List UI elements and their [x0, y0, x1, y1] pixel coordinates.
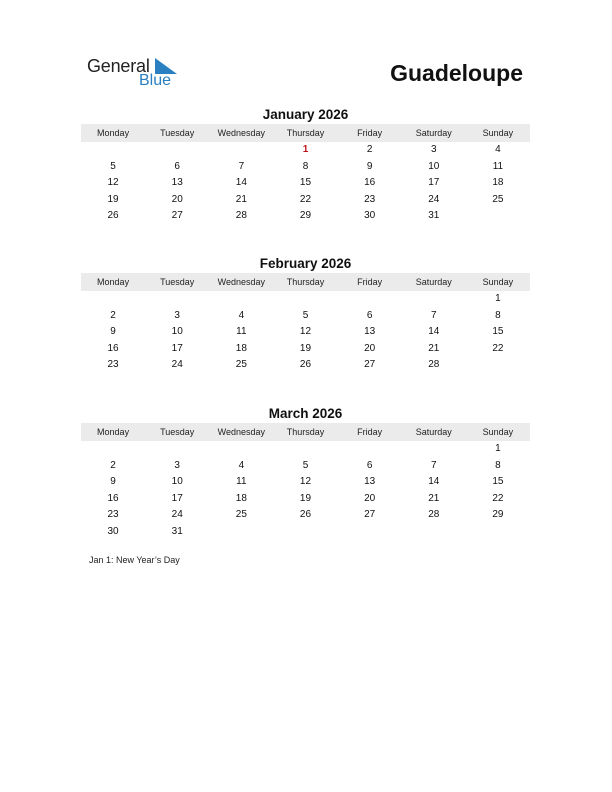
month-title: February 2026: [259, 256, 352, 271]
empty-day-cell: [209, 524, 273, 541]
day-cell: 8: [495, 459, 501, 471]
month-calendar-february: [81, 255, 530, 374]
day-cell: 21: [428, 342, 440, 354]
brand-logo: [87, 56, 187, 92]
day-cell: 1: [495, 293, 501, 304]
day-cell: 1: [495, 443, 501, 454]
day-cell: 9: [366, 160, 373, 172]
day-cell: 6: [366, 459, 373, 471]
day-cell: 29: [299, 210, 312, 221]
day-cell: 22: [492, 492, 504, 504]
weekday-label: Saturday: [415, 427, 452, 437]
weekday-label: Sunday: [482, 277, 514, 287]
day-cell: 15: [299, 177, 312, 188]
day-cell: 24: [171, 359, 183, 370]
day-cell: 20: [364, 342, 376, 354]
weekday-label: Wednesday: [217, 427, 266, 437]
week-row: [81, 192, 530, 209]
day-cell: 7: [430, 459, 437, 471]
day-cell: 18: [492, 177, 504, 188]
empty-day-cell: [338, 441, 402, 458]
day-cell: 16: [107, 342, 119, 354]
week-row: [81, 458, 530, 475]
empty-day-cell: [466, 357, 530, 374]
day-cell: 12: [299, 476, 312, 487]
day-cell: 14: [235, 177, 247, 188]
day-cell: 25: [235, 509, 247, 520]
day-cell: 21: [235, 193, 247, 205]
month-title: January 2026: [262, 107, 349, 122]
weekday-label: Wednesday: [217, 128, 266, 138]
day-cell: 27: [364, 509, 376, 520]
weekday-header-row: [81, 423, 530, 441]
day-cell: 27: [171, 210, 183, 221]
day-cell: 29: [492, 509, 504, 520]
weekday-label: Friday: [357, 277, 383, 287]
day-cell: 10: [428, 160, 440, 172]
empty-day-cell: [209, 441, 273, 458]
day-cell: 26: [299, 509, 312, 520]
day-cell: 6: [366, 309, 373, 321]
empty-day-cell: [402, 524, 466, 541]
day-cell: 26: [299, 359, 312, 370]
week-row: [81, 324, 530, 341]
weekday-header-row: [81, 273, 530, 291]
weekday-label: Sunday: [482, 128, 514, 138]
day-cell: 14: [428, 476, 440, 487]
day-cell: 22: [299, 193, 312, 205]
empty-day-cell: [273, 441, 337, 458]
day-cell: 4: [238, 309, 245, 321]
empty-day-cell: [209, 291, 273, 308]
day-cell: 12: [299, 326, 312, 337]
empty-day-cell: [273, 291, 337, 308]
day-cell: 3: [174, 309, 180, 321]
day-cell: 11: [236, 476, 247, 487]
day-cell: 24: [428, 193, 440, 205]
empty-day-cell: [145, 291, 209, 308]
logo-text-general: General: [87, 56, 150, 76]
month-calendar-january: [81, 106, 530, 225]
weekday-label: Thursday: [286, 427, 325, 437]
day-cell: 17: [171, 492, 183, 504]
empty-day-cell: [402, 291, 466, 308]
day-cell: 18: [235, 492, 247, 504]
month-calendar-march: [81, 405, 530, 540]
weekday-label: Friday: [357, 427, 383, 437]
day-cell: 15: [492, 326, 504, 337]
day-cell: 2: [110, 459, 116, 471]
day-cell: 11: [492, 160, 504, 172]
day-cell: 28: [428, 359, 440, 370]
weekday-label: Tuesday: [160, 128, 195, 138]
day-cell: 17: [171, 342, 183, 354]
week-row: [81, 142, 530, 159]
day-cell: 23: [107, 509, 119, 520]
day-cell: 4: [495, 144, 501, 155]
day-cell: 10: [171, 326, 183, 337]
empty-day-cell: [338, 524, 402, 541]
day-cell: 17: [428, 177, 440, 188]
empty-day-cell: [81, 142, 145, 159]
day-cell: 18: [235, 342, 247, 354]
weekday-label: Sunday: [482, 427, 514, 437]
empty-day-cell: [145, 441, 209, 458]
day-cell: 11: [236, 326, 247, 337]
day-cell: 23: [107, 359, 119, 370]
month-title: March 2026: [268, 406, 343, 421]
empty-day-cell: [338, 291, 402, 308]
week-row: [81, 491, 530, 508]
day-cell: 19: [299, 492, 312, 504]
day-cell: 14: [428, 326, 440, 337]
day-cell: 22: [492, 342, 504, 354]
weekday-label: Tuesday: [160, 427, 195, 437]
day-cell: 31: [428, 210, 440, 221]
week-row: [81, 507, 530, 524]
weekday-label: Wednesday: [217, 277, 266, 287]
weekday-label: Saturday: [415, 277, 452, 287]
empty-day-cell: [466, 208, 530, 225]
week-row: [81, 357, 530, 374]
day-cell: 4: [238, 459, 245, 471]
day-cell: 5: [302, 309, 309, 321]
weekday-label: Monday: [97, 277, 130, 287]
day-cell: 12: [107, 177, 119, 188]
empty-day-cell: [209, 142, 273, 159]
day-cell: 23: [364, 193, 376, 205]
empty-day-cell: [145, 142, 209, 159]
day-cell: 26: [107, 210, 119, 221]
day-cell: 27: [364, 359, 376, 370]
day-cell: 7: [430, 309, 437, 321]
day-cell: 9: [110, 476, 116, 487]
holiday-day-cell: 1: [302, 144, 309, 155]
day-cell: 28: [235, 210, 247, 221]
empty-day-cell: [81, 291, 145, 308]
logo-text-blue: Blue: [139, 72, 172, 89]
day-cell: 28: [428, 509, 440, 520]
day-cell: 15: [492, 476, 504, 487]
day-cell: 13: [364, 326, 376, 337]
weekday-label: Friday: [357, 128, 383, 138]
week-row: [81, 474, 530, 491]
day-cell: 21: [428, 492, 440, 504]
day-cell: 31: [171, 525, 183, 537]
weekday-label: Saturday: [415, 128, 452, 138]
day-cell: 20: [364, 492, 376, 504]
day-cell: 2: [366, 144, 373, 155]
country-title: Guadeloupe: [390, 60, 523, 86]
day-cell: 16: [107, 492, 119, 504]
day-cell: 30: [107, 525, 119, 537]
week-row: [81, 524, 530, 541]
empty-day-cell: [466, 524, 530, 541]
day-cell: 7: [238, 160, 245, 172]
empty-day-cell: [81, 441, 145, 458]
day-cell: 3: [174, 459, 180, 471]
day-cell: 20: [171, 193, 183, 205]
weekday-label: Monday: [97, 128, 130, 138]
day-cell: 6: [174, 160, 180, 172]
weekday-label: Monday: [97, 427, 130, 437]
week-row: [81, 291, 530, 308]
week-row: [81, 159, 530, 176]
day-cell: 13: [171, 177, 183, 188]
week-row: [81, 441, 530, 458]
week-row: [81, 175, 530, 192]
weekday-label: Tuesday: [160, 277, 195, 287]
day-cell: 19: [299, 342, 312, 354]
day-cell: 2: [110, 309, 116, 321]
holiday-note: Jan 1: New Year’s Day: [89, 555, 180, 565]
weekday-label: Thursday: [286, 277, 325, 287]
weekday-label: Thursday: [286, 128, 325, 138]
empty-day-cell: [273, 524, 337, 541]
day-cell: 25: [492, 193, 504, 205]
week-row: [81, 308, 530, 325]
day-cell: 16: [364, 177, 376, 188]
day-cell: 5: [110, 160, 116, 172]
day-cell: 24: [171, 509, 183, 520]
weekday-header-row: [81, 124, 530, 142]
day-cell: 9: [110, 326, 116, 337]
day-cell: 5: [302, 459, 309, 471]
week-row: [81, 341, 530, 358]
day-cell: 19: [107, 193, 119, 205]
empty-day-cell: [402, 441, 466, 458]
day-cell: 8: [302, 160, 309, 172]
day-cell: 30: [364, 210, 376, 221]
day-cell: 13: [364, 476, 376, 487]
day-cell: 8: [495, 309, 501, 321]
day-cell: 25: [235, 359, 247, 370]
week-row: [81, 208, 530, 225]
day-cell: 3: [430, 144, 437, 155]
day-cell: 10: [171, 476, 183, 487]
